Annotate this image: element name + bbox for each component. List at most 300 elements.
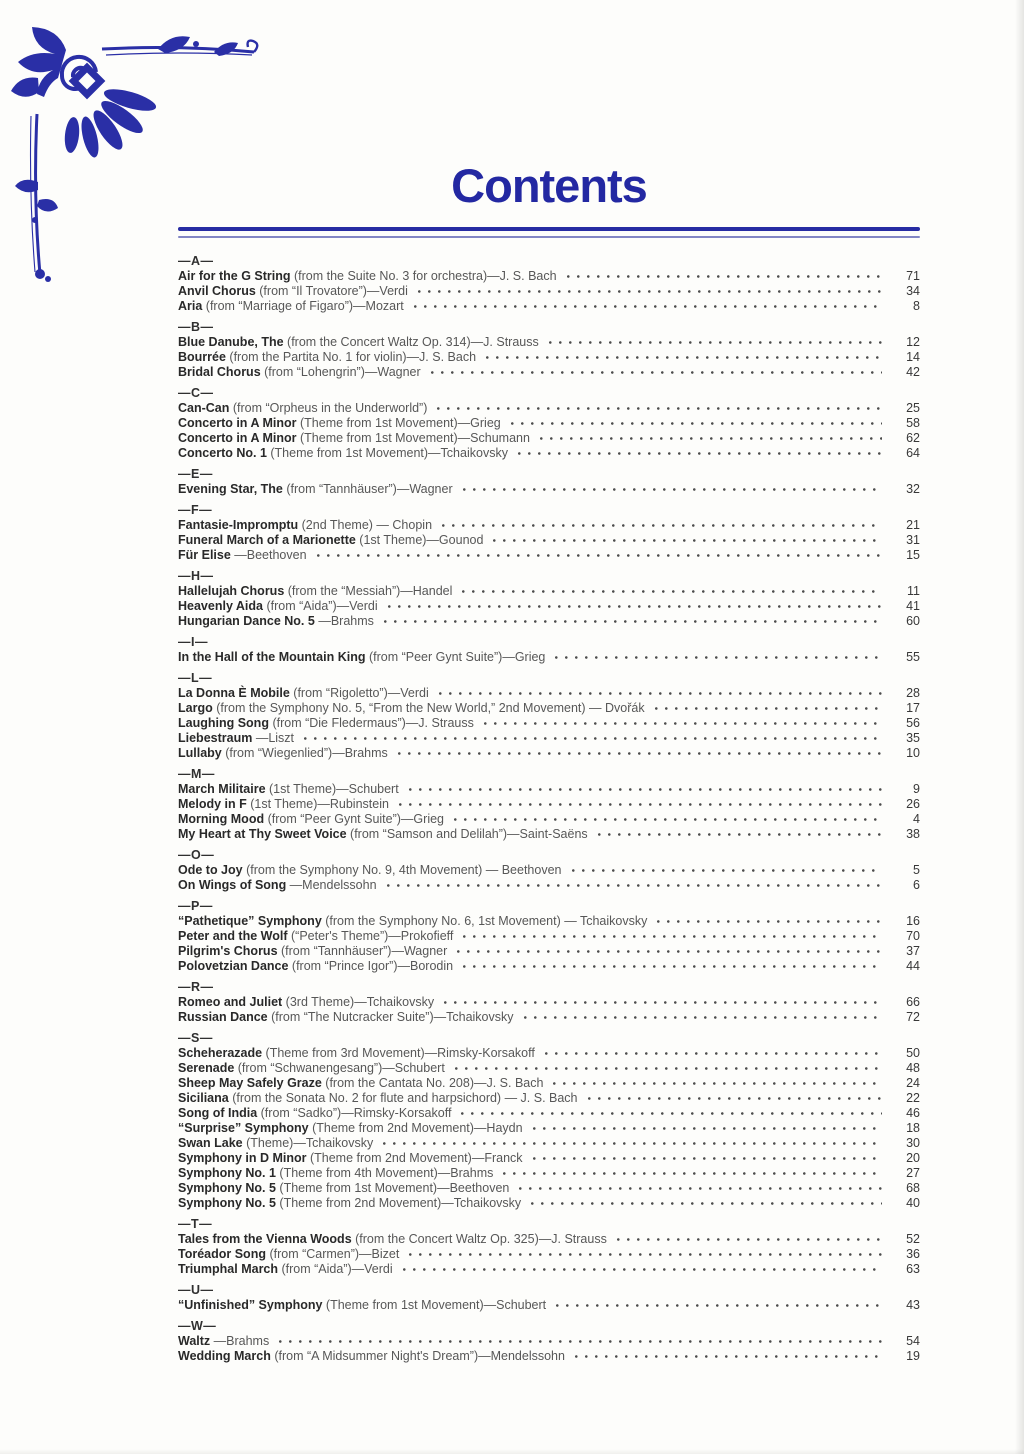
entry-detail: —Beethoven xyxy=(230,548,307,562)
entry-detail: (from the Partita No. 1 for violin)—J. S. Bach xyxy=(225,350,477,364)
entry-page-number: 26 xyxy=(906,797,920,811)
entry-page-number: 10 xyxy=(906,746,920,760)
page-scan-edge-bottom xyxy=(0,1449,1024,1454)
toc-entry xyxy=(178,1247,920,1262)
toc-entry xyxy=(178,1196,920,1211)
entry-detail: (from “Aida”)—Verdi xyxy=(263,599,378,613)
toc-entry xyxy=(178,827,920,842)
dot-leader xyxy=(442,524,882,527)
entry-title: Aria xyxy=(178,299,203,313)
toc-entry xyxy=(178,1151,920,1166)
entry-detail: (Theme from 2nd Movement)—Franck xyxy=(306,1151,523,1165)
entry-title: Song of India xyxy=(178,1106,258,1120)
entry-title: Air for the G String xyxy=(178,269,291,283)
toc-section xyxy=(178,848,920,893)
entry-page-number: 58 xyxy=(906,416,920,430)
entry-page-number: 5 xyxy=(913,863,920,877)
toc-entry xyxy=(178,959,920,974)
entry-title: On Wings of Song xyxy=(178,878,287,892)
title-divider xyxy=(178,227,920,238)
entry-title: Siciliana xyxy=(178,1091,229,1105)
toc-entry xyxy=(178,518,920,533)
toc-section xyxy=(178,503,920,563)
entry-detail: (from the Concert Waltz Op. 314)—J. Strauss xyxy=(283,335,539,349)
entry-title: Hungarian Dance No. 5 xyxy=(178,614,315,628)
entry-page-number: 31 xyxy=(906,533,920,547)
entry-title: Peter and the Wolf xyxy=(178,929,288,943)
toc-entry xyxy=(178,1181,920,1196)
entry-page-number: 17 xyxy=(906,701,920,715)
entry-title: Largo xyxy=(178,701,213,715)
entry-title: Serenade xyxy=(178,1061,235,1075)
entry-detail: (from the “Messiah”)—Handel xyxy=(284,584,453,598)
dot-leader xyxy=(463,935,882,938)
toc-entry xyxy=(178,914,920,929)
entry-detail: (from the Sonata No. 2 for flute and harpsichord) — J. S. Bach xyxy=(228,1091,578,1105)
toc-section xyxy=(178,569,920,629)
entry-page-number: 55 xyxy=(906,650,920,664)
entry-page-number: 32 xyxy=(906,482,920,496)
toc-entry xyxy=(178,446,920,461)
entry-page-number: 11 xyxy=(907,584,920,598)
entry-title: Heavenly Aida xyxy=(178,599,263,613)
section-letter: —O— xyxy=(178,848,215,862)
entry-title: Triumphal March xyxy=(178,1262,279,1276)
entry-detail: —Brahms xyxy=(210,1334,270,1348)
dot-leader xyxy=(511,422,882,425)
section-letter: —E— xyxy=(178,467,213,481)
entry-title: Concerto in A Minor xyxy=(178,431,297,445)
toc-section xyxy=(178,767,920,842)
toc-entry xyxy=(178,650,920,665)
toc-entry xyxy=(178,731,920,746)
entry-detail: (from “Rigoletto”)—Verdi xyxy=(289,686,429,700)
dot-leader xyxy=(540,437,882,440)
entry-page-number: 66 xyxy=(906,995,920,1009)
entry-page-number: 16 xyxy=(906,914,920,928)
entry-detail: (from the Symphony No. 5, “From the New World,” 2nd Movement) — Dvořák xyxy=(212,701,645,715)
entry-detail: (Theme from 4th Movement)—Brahms xyxy=(275,1166,494,1180)
divider-thick-line xyxy=(178,227,920,231)
toc-entry xyxy=(178,284,920,299)
dot-leader xyxy=(533,1157,882,1160)
entry-detail: (from “Il Trovatore”)—Verdi xyxy=(255,284,408,298)
toc-entry xyxy=(178,716,920,731)
entry-page-number: 56 xyxy=(906,716,920,730)
toc-entry xyxy=(178,1232,920,1247)
toc-entry xyxy=(178,1334,920,1349)
toc-entry xyxy=(178,1061,920,1076)
toc-entry xyxy=(178,812,920,827)
entry-detail: (from “Peer Gynt Suite”)—Grieg xyxy=(365,650,546,664)
entry-page-number: 19 xyxy=(906,1349,920,1363)
entry-detail: (from “The Nutcracker Suite”)—Tchaikovsky xyxy=(267,1010,514,1024)
entry-page-number: 52 xyxy=(906,1232,920,1246)
dot-leader xyxy=(431,371,882,374)
toc-section xyxy=(178,980,920,1025)
toc-entry xyxy=(178,299,920,314)
entry-detail: (from “Orpheus in the Underworld”) xyxy=(229,401,428,415)
entry-title: Laughing Song xyxy=(178,716,269,730)
entry-detail: (Theme from 1st Movement)—Grieg xyxy=(296,416,501,430)
toc-entry xyxy=(178,548,920,563)
toc-entry xyxy=(178,584,920,599)
entry-title: Symphony No. 5 xyxy=(178,1196,276,1210)
entry-detail: (from the Symphony No. 6, 1st Movement) — Tchaikovsky xyxy=(321,914,648,928)
toc-entry xyxy=(178,599,920,614)
page-title: Contents xyxy=(451,159,647,212)
dot-leader xyxy=(462,590,882,593)
entry-title: Wedding March xyxy=(178,1349,271,1363)
dot-leader xyxy=(444,1001,882,1004)
section-letter: —R— xyxy=(178,980,214,994)
entry-detail: —Brahms xyxy=(314,614,374,628)
entry-detail: (from the Symphony No. 9, 4th Movement) — Beethoven xyxy=(242,863,562,877)
entry-page-number: 38 xyxy=(906,827,920,841)
entry-detail: (from “Peer Gynt Suite”)—Grieg xyxy=(264,812,444,826)
page-content xyxy=(178,158,920,1364)
entry-page-number: 15 xyxy=(906,548,920,562)
entry-detail: (from “Die Fledermaus”)—J. Strauss xyxy=(268,716,474,730)
dot-leader xyxy=(388,605,882,608)
dot-leader xyxy=(317,554,882,557)
entry-title: Sheep May Safely Graze xyxy=(178,1076,322,1090)
entry-title: Swan Lake xyxy=(178,1136,243,1150)
toc-entry xyxy=(178,1091,920,1106)
entry-title: Polovetzian Dance xyxy=(178,959,289,973)
toc-entry xyxy=(178,335,920,350)
section-letter: —U— xyxy=(178,1283,214,1297)
entry-title: Bridal Chorus xyxy=(178,365,261,379)
dot-leader xyxy=(437,407,882,410)
entry-title: Melody in F xyxy=(178,797,247,811)
toc-entry xyxy=(178,365,920,380)
entry-title: Symphony in D Minor xyxy=(178,1151,307,1165)
entry-title: Russian Dance xyxy=(178,1010,268,1024)
dot-leader xyxy=(304,737,882,740)
section-letter: —T— xyxy=(178,1217,213,1231)
entry-page-number: 40 xyxy=(906,1196,920,1210)
entry-detail: (Theme from 3rd Movement)—Rimsky-Korsakoff xyxy=(262,1046,535,1060)
dot-leader xyxy=(455,1067,882,1070)
entry-title: Lullaby xyxy=(178,746,222,760)
entry-title: Morning Mood xyxy=(178,812,265,826)
toc-section xyxy=(178,671,920,761)
entry-detail: (from “Wiegenlied”)—Brahms xyxy=(221,746,388,760)
entry-title: “Pathetique” Symphony xyxy=(178,914,322,928)
dot-leader xyxy=(409,1253,882,1256)
dot-leader xyxy=(567,275,882,278)
entry-title: Fantasie-Impromptu xyxy=(178,518,299,532)
entry-page-number: 72 xyxy=(906,1010,920,1024)
entry-detail: (from “Sadko”)—Rimsky-Korsakoff xyxy=(257,1106,452,1120)
dot-leader xyxy=(588,1097,882,1100)
entry-title: Can-Can xyxy=(178,401,230,415)
section-letter: —C— xyxy=(178,386,214,400)
dot-leader xyxy=(387,884,882,887)
toc-section xyxy=(178,254,920,314)
toc-entry xyxy=(178,929,920,944)
dot-leader xyxy=(409,788,882,791)
toc-entry xyxy=(178,1076,920,1091)
dot-leader xyxy=(524,1016,882,1019)
divider-thin-line xyxy=(178,236,920,238)
entry-detail: (from “Marriage of Figaro”)—Mozart xyxy=(202,299,404,313)
toc-entry xyxy=(178,269,920,284)
dot-leader xyxy=(457,950,882,953)
entry-page-number: 21 xyxy=(906,518,920,532)
toc-entry xyxy=(178,401,920,416)
entry-title: La Donna È Mobile xyxy=(178,686,290,700)
dot-leader xyxy=(533,1127,882,1130)
section-letter: —I— xyxy=(178,635,208,649)
page-scan-edge-right xyxy=(1015,0,1024,1454)
toc-entry xyxy=(178,431,920,446)
entry-detail: (3rd Theme)—Tchaikovsky xyxy=(282,995,435,1009)
section-letter: —B— xyxy=(178,320,214,334)
dot-leader xyxy=(384,620,882,623)
entry-title: Liebestraum xyxy=(178,731,253,745)
entry-title: Pilgrim's Chorus xyxy=(178,944,278,958)
entry-detail: (from the Suite No. 3 for orchestra)—J. S. Bach xyxy=(290,269,557,283)
entry-detail: (from the Cantata No. 208)—J. S. Bach xyxy=(321,1076,544,1090)
entry-detail: (from “Tannhäuser”)—Wagner xyxy=(277,944,448,958)
entry-page-number: 22 xyxy=(906,1091,920,1105)
toc-section xyxy=(178,467,920,497)
section-letter: —A— xyxy=(178,254,214,268)
table-of-contents xyxy=(178,254,920,1364)
entry-title: Romeo and Juliet xyxy=(178,995,283,1009)
toc-section xyxy=(178,899,920,974)
entry-detail: (Theme from 1st Movement)—Beethoven xyxy=(275,1181,510,1195)
entry-title: Concerto in A Minor xyxy=(178,416,297,430)
entry-detail: (Theme from 2nd Movement)—Tchaikovsky xyxy=(275,1196,522,1210)
toc-entry xyxy=(178,782,920,797)
entry-page-number: 6 xyxy=(913,878,920,892)
section-letter: —S— xyxy=(178,1031,213,1045)
dot-leader xyxy=(439,692,882,695)
toc-entry xyxy=(178,1046,920,1061)
section-letter: —P— xyxy=(178,899,213,913)
dot-leader xyxy=(555,656,882,659)
dot-leader xyxy=(463,965,882,968)
toc-entry xyxy=(178,1010,920,1025)
entry-title: March Militaire xyxy=(178,782,266,796)
dot-leader xyxy=(461,1112,882,1115)
toc-entry xyxy=(178,701,920,716)
dot-leader xyxy=(545,1052,882,1055)
entry-page-number: 46 xyxy=(906,1106,920,1120)
entry-title: My Heart at Thy Sweet Voice xyxy=(178,827,347,841)
entry-detail: (from “Samson and Delilah”)—Saint-Saëns xyxy=(346,827,588,841)
entry-page-number: 34 xyxy=(906,284,920,298)
toc-section xyxy=(178,635,920,665)
entry-title: Concerto No. 1 xyxy=(178,446,267,460)
toc-entry xyxy=(178,533,920,548)
section-letter: —W— xyxy=(178,1319,217,1333)
dot-leader xyxy=(493,539,882,542)
dot-leader xyxy=(463,488,882,491)
entry-detail: —Liszt xyxy=(252,731,295,745)
dot-leader xyxy=(519,1187,882,1190)
dot-leader xyxy=(399,803,882,806)
dot-leader xyxy=(418,290,882,293)
entry-page-number: 30 xyxy=(906,1136,920,1150)
toc-entry xyxy=(178,1349,920,1364)
entry-page-number: 8 xyxy=(913,299,920,313)
entry-page-number: 9 xyxy=(913,782,920,796)
toc-section xyxy=(178,1217,920,1277)
entry-detail: (from “Prince Igor”)—Borodin xyxy=(288,959,454,973)
entry-title: Symphony No. 1 xyxy=(178,1166,276,1180)
toc-entry xyxy=(178,416,920,431)
entry-detail: (Theme from 1st Movement)—Schubert xyxy=(322,1298,547,1312)
entry-detail: (from the Concert Waltz Op. 325)—J. Strauss xyxy=(351,1232,607,1246)
entry-detail: (from “Lohengrin”)—Wagner xyxy=(260,365,421,379)
toc-section xyxy=(178,1319,920,1364)
toc-entry xyxy=(178,1106,920,1121)
entry-title: Waltz xyxy=(178,1334,211,1348)
entry-page-number: 4 xyxy=(913,812,920,826)
dot-leader xyxy=(403,1268,882,1271)
dot-leader xyxy=(398,752,882,755)
toc-entry xyxy=(178,614,920,629)
entry-title: Evening Star, The xyxy=(178,482,283,496)
dot-leader xyxy=(657,920,882,923)
entry-page-number: 64 xyxy=(906,446,920,460)
toc-section xyxy=(178,386,920,461)
entry-page-number: 14 xyxy=(906,350,920,364)
entry-page-number: 27 xyxy=(906,1166,920,1180)
dot-leader xyxy=(617,1238,882,1241)
dot-leader xyxy=(454,818,882,821)
section-letter: —L— xyxy=(178,671,213,685)
entry-page-number: 60 xyxy=(906,614,920,628)
entry-title: In the Hall of the Mountain King xyxy=(178,650,366,664)
entry-page-number: 25 xyxy=(906,401,920,415)
entry-detail: (from “Carmen”)—Bizet xyxy=(265,1247,400,1261)
entry-page-number: 41 xyxy=(906,599,920,613)
entry-detail: (2nd Theme) — Chopin xyxy=(298,518,433,532)
dot-leader xyxy=(575,1355,882,1358)
entry-detail: (from “Tannhäuser”)—Wagner xyxy=(282,482,453,496)
toc-entry xyxy=(178,995,920,1010)
toc-entry xyxy=(178,863,920,878)
dot-leader xyxy=(572,869,883,872)
dot-leader xyxy=(655,707,882,710)
entry-page-number: 50 xyxy=(906,1046,920,1060)
entry-page-number: 43 xyxy=(906,1298,920,1312)
entry-title: Funeral March of a Marionette xyxy=(178,533,356,547)
entry-page-number: 48 xyxy=(906,1061,920,1075)
dot-leader xyxy=(503,1172,882,1175)
entry-page-number: 24 xyxy=(906,1076,920,1090)
entry-title: Hallelujah Chorus xyxy=(178,584,285,598)
entry-title: “Unfinished” Symphony xyxy=(178,1298,323,1312)
entry-page-number: 70 xyxy=(906,929,920,943)
toc-entry xyxy=(178,1298,920,1313)
entry-detail: (Theme from 1st Movement)—Schumann xyxy=(296,431,530,445)
toc-entry xyxy=(178,944,920,959)
toc-section xyxy=(178,320,920,380)
section-letter: —F— xyxy=(178,503,213,517)
dot-leader xyxy=(531,1202,882,1205)
entry-detail: (from “Aida”)—Verdi xyxy=(278,1262,393,1276)
entry-page-number: 36 xyxy=(906,1247,920,1261)
toc-section xyxy=(178,1031,920,1211)
toc-entry xyxy=(178,1121,920,1136)
dot-leader xyxy=(279,1340,882,1343)
toc-entry xyxy=(178,746,920,761)
entry-detail: (1st Theme)—Rubinstein xyxy=(246,797,389,811)
dot-leader xyxy=(383,1142,882,1145)
entry-page-number: 28 xyxy=(906,686,920,700)
entry-title: Scheherazade xyxy=(178,1046,263,1060)
toc-entry xyxy=(178,482,920,497)
entry-detail: (from “Schwanengesang”)—Schubert xyxy=(234,1061,445,1075)
entry-page-number: 63 xyxy=(906,1262,920,1276)
entry-page-number: 37 xyxy=(906,944,920,958)
toc-entry xyxy=(178,878,920,893)
section-letter: —H— xyxy=(178,569,214,583)
entry-title: “Surprise” Symphony xyxy=(178,1121,309,1135)
entry-page-number: 12 xyxy=(906,335,920,349)
entry-title: Symphony No. 5 xyxy=(178,1181,276,1195)
toc-section xyxy=(178,1283,920,1313)
entry-detail: (“Peter's Theme”)—Prokofieff xyxy=(287,929,454,943)
entry-page-number: 44 xyxy=(906,959,920,973)
entry-detail: (Theme from 1st Movement)—Tchaikovsky xyxy=(266,446,508,460)
dot-leader xyxy=(556,1304,882,1307)
entry-page-number: 18 xyxy=(906,1121,920,1135)
entry-detail: —Mendelssohn xyxy=(286,878,377,892)
dot-leader xyxy=(414,305,882,308)
entry-title: Tales from the Vienna Woods xyxy=(178,1232,352,1246)
dot-leader xyxy=(598,833,882,836)
entry-page-number: 71 xyxy=(906,269,920,283)
dot-leader xyxy=(553,1082,882,1085)
entry-detail: (1st Theme)—Schubert xyxy=(265,782,399,796)
dot-leader xyxy=(484,722,882,725)
entry-page-number: 62 xyxy=(906,431,920,445)
entry-page-number: 54 xyxy=(906,1334,920,1348)
section-letter: —M— xyxy=(178,767,215,781)
dot-leader xyxy=(518,452,882,455)
entry-title: Ode to Joy xyxy=(178,863,243,877)
entry-page-number: 68 xyxy=(906,1181,920,1195)
entry-title: Für Elise xyxy=(178,548,231,562)
entry-title: Toréador Song xyxy=(178,1247,266,1261)
dot-leader xyxy=(486,356,882,359)
entry-title: Bourrée xyxy=(178,350,226,364)
toc-entry xyxy=(178,350,920,365)
entry-page-number: 35 xyxy=(906,731,920,745)
entry-page-number: 42 xyxy=(906,365,920,379)
entry-title: Blue Danube, The xyxy=(178,335,284,349)
toc-entry xyxy=(178,1262,920,1277)
toc-entry xyxy=(178,686,920,701)
toc-entry xyxy=(178,797,920,812)
dot-leader xyxy=(549,341,882,344)
entry-title: Anvil Chorus xyxy=(178,284,256,298)
entry-detail: (Theme from 2nd Movement)—Haydn xyxy=(308,1121,523,1135)
entry-detail: (1st Theme)—Gounod xyxy=(355,533,484,547)
toc-entry xyxy=(178,1166,920,1181)
entry-detail: (Theme)—Tchaikovsky xyxy=(242,1136,374,1150)
entry-page-number: 20 xyxy=(906,1151,920,1165)
entry-detail: (from “A Midsummer Night's Dream”)—Mendelssohn xyxy=(270,1349,565,1363)
toc-entry xyxy=(178,1136,920,1151)
